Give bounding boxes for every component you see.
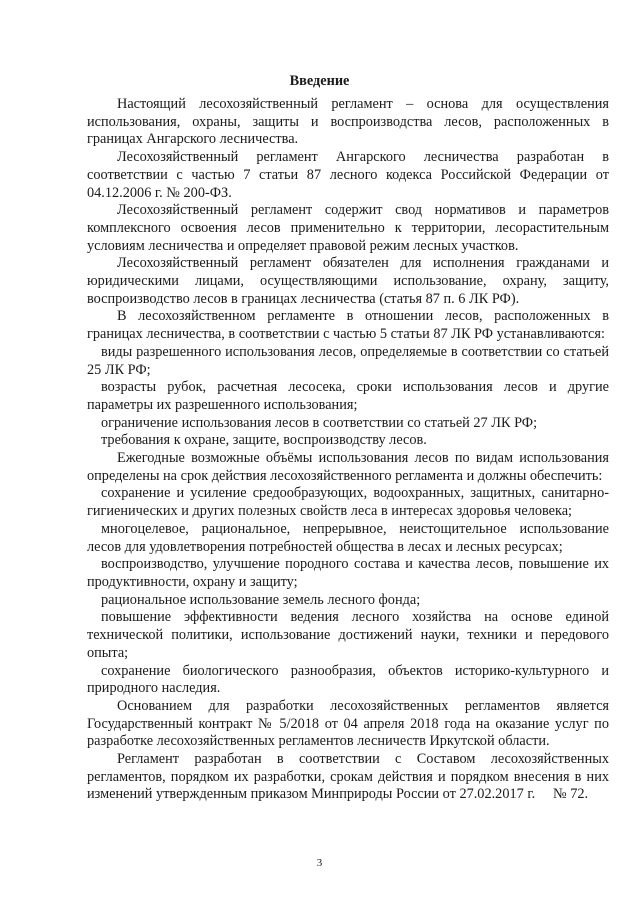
paragraph-list2-intro: Ежегодные возможные объёмы использования лесов по видам использования определены на срок действия лесохозяйственного регламента и должны обеспечить: [87, 450, 609, 484]
list1-item: ограничение использования лесов в соответствии со статьей 27 ЛК РФ; [101, 414, 538, 431]
list1-item: требования к охране, защите, воспроизводству лесов. [101, 432, 427, 449]
paragraph-regulation-order: Регламент разработан в соответствии с Составом лесохозяйственных регламентов, порядком их разработки, срокам действия и порядком внесения в них изменений утвержденным приказом Минприроды России от 27.02.2017 г. № 72. [87, 751, 613, 803]
page-title: Введение [289, 73, 350, 89]
list1-item: виды разрешенного использования лесов, определяемые в соответствии со статьей 25 ЛК РФ; [87, 343, 609, 378]
page-number: 3 [316, 857, 323, 869]
paragraph-legal-basis: Лесохозяйственный регламент Ангарского лесничества разработан в соответствии с частью 7 статьи 87 лесного кодекса Российской Федерации от 04.12.2006 г. № 200-ФЗ. [87, 149, 609, 201]
paragraph-content: Лесохозяйственный регламент содержит свод нормативов и параметров комплексного освоения лесов применительно к территории, лесорастительным условиям лесничества и определяет правовой режим лесных участков. [87, 202, 609, 254]
list2-item: воспроизводство, улучшение породного состава и качества лесов, повышение их продуктивности, охрану и защиту; [87, 556, 609, 590]
list2-item: повышение эффективности ведения лесного хозяйства на основе единой технической политики, использование достижений науки, техники и передового опыта; [87, 609, 609, 661]
paragraph-obligation: Лесохозяйственный регламент обязателен для исполнения гражданами и юридическими лицами, осуществляющими использование, охрану, защиту, воспроизводство лесов в границах лесничества (статья 87 п. 6 ЛК РФ). [87, 255, 609, 307]
paragraph-list1-intro: В лесохозяйственном регламенте в отношении лесов, расположенных в границах лесничества, в соответствии с частью 5 статьи 87 ЛК РФ устанавливаются: [87, 308, 609, 343]
list2-item: многоцелевое, рациональное, непрерывное, неистощительное использование лесов для удовлетворения потребностей общества в лесах и лесных ресурсах; [87, 520, 609, 555]
list2-item: сохранение биологического разнообразия, объектов историко-культурного и природного наследия. [87, 662, 609, 697]
document-body [87, 96, 613, 804]
list1-item: возрасты рубок, расчетная лесосека, сроки использования лесов и другие параметры их разрешенного использования; [87, 379, 609, 413]
paragraph-contract-basis: Основанием для разработки лесохозяйственных регламентов является Государственный контракт № 5/2018 от 04 апреля 2018 года на оказание услуг по разработке лесохозяйственных регламентов лесничеств Иркутской области. [87, 697, 609, 750]
list2-item: рациональное использование земель лесного фонда; [101, 591, 421, 608]
list2-item: сохранение и усиление средообразующих, водоохранных, защитных, санитарно-гигиенических и других полезных свойств леса в интересах здоровья человека; [87, 485, 609, 520]
paragraph-intro: Настоящий лесохозяйственный регламент – основа для осуществления использования, охраны, защиты и воспроизводства лесов, расположенных в границах Ангарского лесничества. [87, 96, 609, 148]
